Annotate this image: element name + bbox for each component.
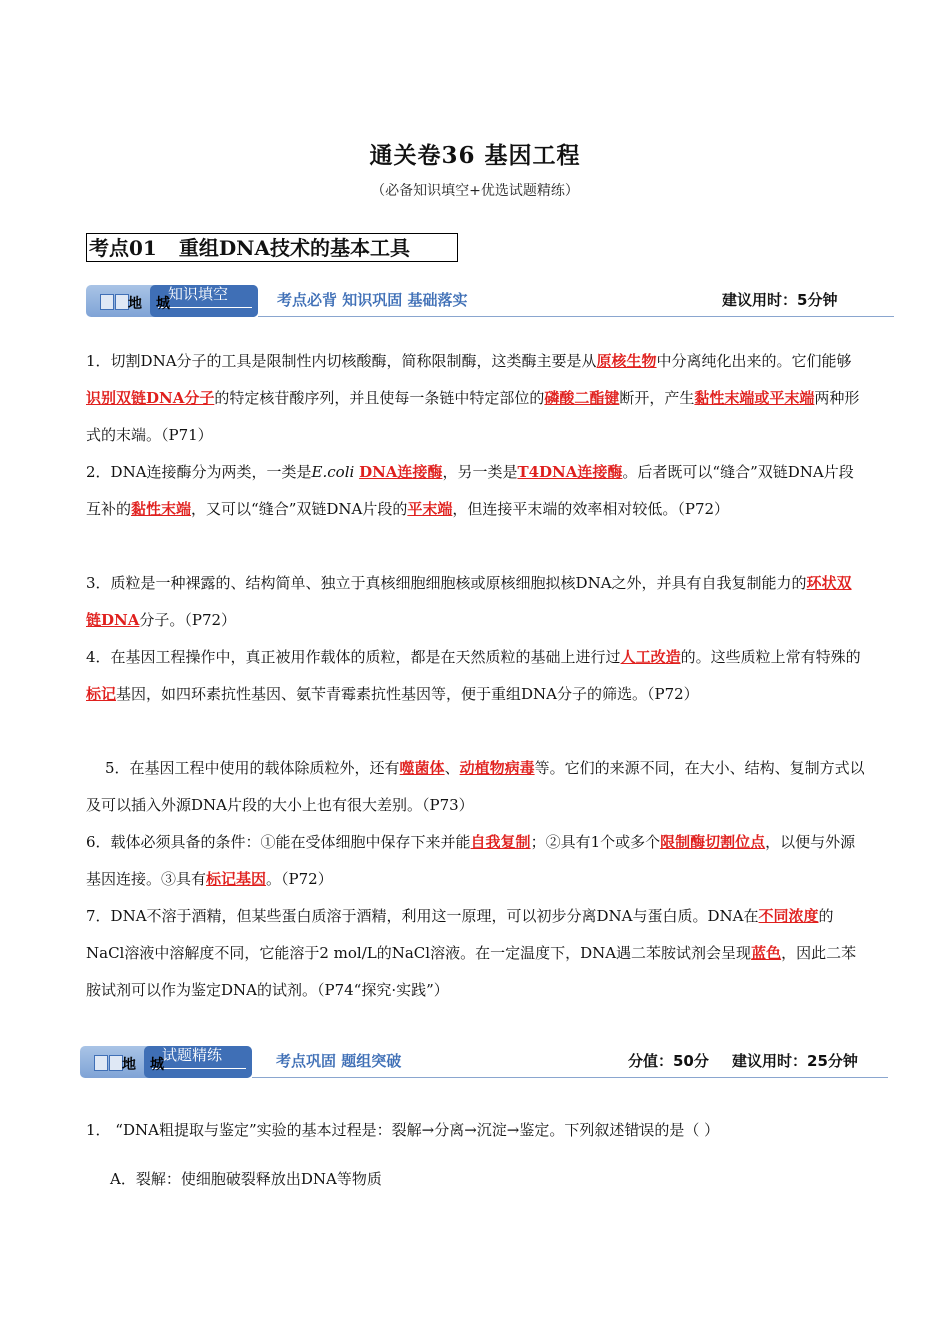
list-item: 5．在基因工程中使用的载体除质粒外，还有噬菌体、动植物病毒等。它们的来源不同，在大小、结构、复制方式以及可以插入外源DNA片段的大小上也有很大差别。（P73） [86,759,865,814]
page-title: 通关卷36 基因工程 [369,142,581,169]
question-stem: 1． “DNA粗提取与鉴定”实验的基本过程是：裂解→分离→沉淀→鉴定。下列叙述· · 错误的是（ ） [86,1112,866,1149]
banner-tab-label: 知识填空 [168,285,229,303]
book-icon [115,294,129,310]
section-label: 考点01 [89,236,157,260]
book-icon [109,1055,123,1071]
list-item: 7．DNA不溶于酒精，但某些蛋白质溶于酒精，利用这一原理，可以初步分离DNA与蛋白质。DNA在不同浓度的NaCl溶液中溶解度不同，它能溶于2 mol/L的NaCl溶液。在一定温度下，DNA遇二苯胺试剂会呈现蓝色，因此二苯胺试剂可以作为鉴定DNA的试剂。（P74“探究·实践”） [86,907,857,999]
list-item: 3．质粒是一种裸露的、结构简单、独立于真核细胞细胞核或原核细胞拟核DNA之外，并具有自我复制能力的环状双链DNA分子。（P72） [86,574,852,629]
score-value: 分值：50分 [628,1052,709,1070]
watermark-stamp: 地城 [122,1057,178,1073]
banner-slogan: 考点巩固 题组突破 [276,1052,402,1070]
book-icon [94,1055,108,1071]
page-subtitle: （必备知识填空+优选试题精练） [371,183,579,199]
question-1 [86,1112,866,1198]
option-a: A．裂解：使细胞破裂释放出DNA等物质 [110,1170,382,1188]
suggested-time: 建议用时：25分钟 [732,1052,858,1070]
list-item: 2．DNA连接酶分为两类，一类是E.coli DNA连接酶，另一类是T4DNA连接酶。后者既可以“缝合”双链DNA片段互补的黏性末端，又可以“缝合”双链DNA片段的平末端，但连接平末端的效率相对较低。（P72） [86,463,854,518]
section-title: 重组DNA技术的基本工具 [178,236,410,260]
banner-rule [258,316,894,317]
book-icon [100,294,114,310]
fill-blank-list [86,343,866,1009]
section-heading [86,233,458,262]
watermark-stamp: 地城 [128,296,184,312]
list-item: 4．在基因工程操作中，真正被用作载体的质粒，都是在天然质粒的基础上进行过人工改造的。这些质粒上常有特殊的标记基因，如四环素抗性基因、氨苄青霉素抗性基因等，便于重组DNA分子的筛选。（P72） [86,648,861,703]
practice-banner [80,1046,888,1078]
list-item: 6．载体必须具备的条件：①能在受体细胞中保存下来并能自我复制；②具有1个或多个限制酶切割位点，以便与外源基因连接。③具有标记基因。（P72） [86,833,856,888]
list-item: 1．切割DNA分子的工具是限制性内切核酸酶，简称限制酶，这类酶主要是从原核生物中分离纯化出来的。它们能够识别双链DNA分子的特定核苷酸序列，并且使每一条链中特定部位的磷酸二酯键断开，产生黏性末端或平末端两种形式的末端。（P71） [86,352,860,444]
banner-rule [252,1077,888,1078]
banner-slogan: 考点必背 知识巩固 基础落实 [277,291,468,309]
banner-tab-label: 试题精练 [162,1046,223,1064]
knowledge-banner [86,285,896,317]
emphasis-word: · · 错误 [624,1121,654,1139]
suggested-time: 建议用时：5分钟 [722,291,838,309]
